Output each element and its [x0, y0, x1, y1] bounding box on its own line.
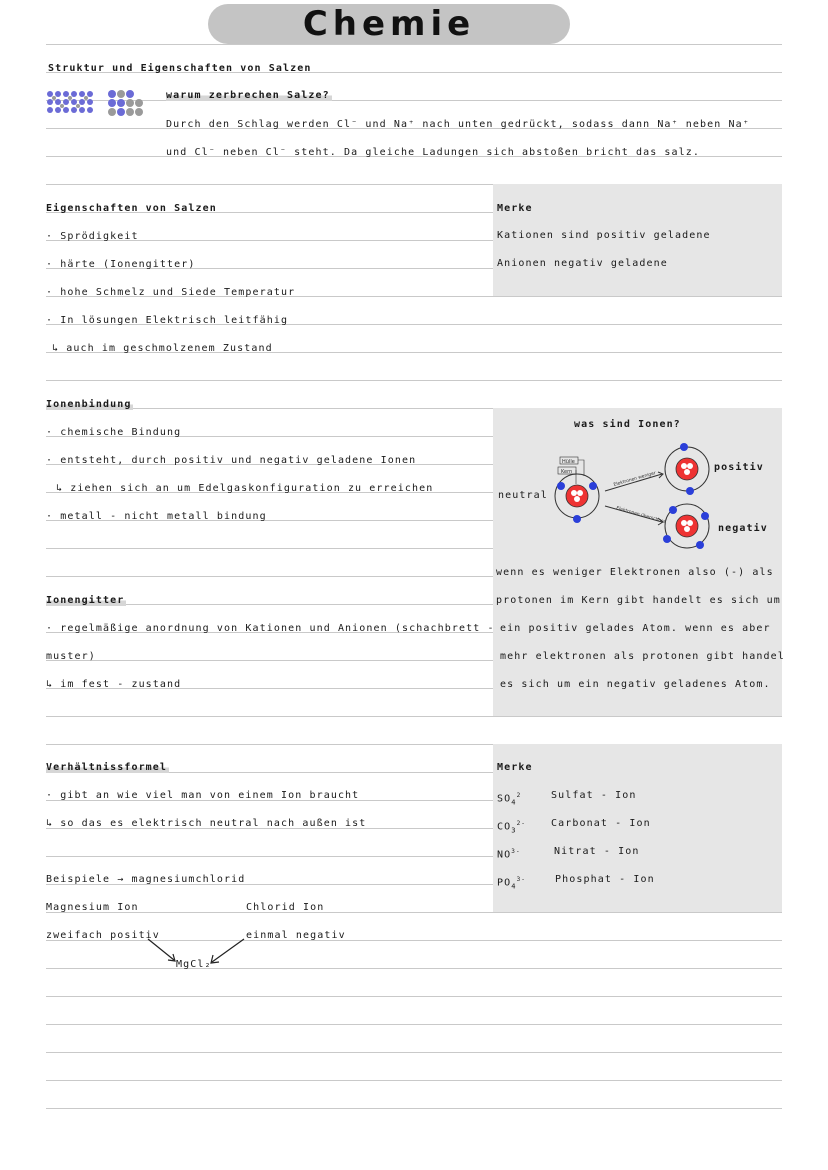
ion-formula: $CO_3^{2-}$ [497, 820, 527, 835]
property-item: · hohe Schmelz und Siede Temperatur [46, 287, 296, 298]
merke-heading-1: Merke [497, 203, 533, 214]
label-arrow-top: Elektronen weniger [613, 471, 657, 488]
label-neutral: neutral [498, 490, 548, 501]
bindung-item: · metall - nicht metall bindung [46, 511, 267, 522]
formula-mgcl2: MgCl₂ [176, 959, 212, 970]
ion-formula: $NO^{3-}$ [497, 848, 521, 861]
formel-item: ↳ so das es elektrisch neutral nach außen ist [46, 818, 367, 829]
section-heading-verhaeltnisformel: Verhältnissformel [46, 762, 168, 773]
diagram-text-line: wenn es weniger Elektronen also (-) als [496, 567, 774, 578]
ion-name: Phosphat - Ion [555, 874, 655, 885]
explanation-line-1: Durch den Schlag werden Cl⁻ und Na⁺ nach unten gedrückt, sodass dann Na⁺ neben Na⁺ [166, 119, 750, 130]
diagram-text-line: protonen im Kern gibt handelt es sich um [496, 595, 781, 606]
gitter-item: · regelmäßige anordnung von Kationen und Anionen (schachbrett - [46, 623, 495, 634]
merke-line: Anionen negativ geladene [497, 258, 668, 269]
merke-heading-2: Merke [497, 762, 533, 773]
property-item: · In lösungen Elektrisch leitfähig [46, 315, 289, 326]
formel-item: · gibt an wie viel man von einem Ion braucht [46, 790, 360, 801]
diagram-question: was sind Ionen? [574, 419, 681, 430]
magnesium-ion-label: Magnesium Ion [46, 902, 139, 913]
ion-formula: $PO_4^{3-}$ [497, 876, 527, 891]
label-negativ: negativ [718, 523, 768, 534]
gitter-item: muster) [46, 651, 96, 662]
chlorid-charge: einmal negativ [246, 930, 346, 941]
section-heading-ionengitter: Ionengitter [46, 595, 125, 606]
section-heading-eigenschaften: Eigenschaften von Salzen [46, 203, 217, 214]
section-heading-ionenbindung: Ionenbindung [46, 399, 132, 410]
label-huelle: Hülle [562, 459, 575, 465]
label-positiv: positiv [714, 462, 764, 473]
bindung-item: · entsteht, durch positiv und negativ geladene Ionen [46, 455, 417, 466]
page-title: Chemie [302, 4, 476, 44]
ion-name: Carbonat - Ion [551, 818, 651, 829]
question-salze: warum zerbrechen Salze? [166, 90, 330, 101]
label-kern: Kern [561, 469, 573, 475]
ion-name: Sulfat - Ion [551, 790, 637, 801]
atom-ion-diagram [540, 436, 720, 556]
merke-line: Kationen sind positiv geladene [497, 230, 711, 241]
property-item: · härte (Ionengitter) [46, 259, 196, 270]
ion-name: Nitrat - Ion [554, 846, 640, 857]
bindung-item: · chemische Bindung [46, 427, 182, 438]
diagram-text-line: es sich um ein negativ geladenes Atom. [500, 679, 771, 690]
diagram-text-line: mehr elektronen als protonen gibt handel [500, 651, 785, 662]
gitter-item: ↳ im fest - zustand [46, 679, 182, 690]
explanation-line-2: und Cl⁻ neben Cl⁻ steht. Da gleiche Ladungen sich abstoßen bricht das salz. [166, 147, 701, 158]
section-heading-struktur: Struktur und Eigenschaften von Salzen [48, 63, 312, 74]
property-item: ↳ auch im geschmolzenem Zustand [52, 343, 273, 354]
magnesium-charge: zweifach positiv [46, 930, 160, 941]
label-arrow-bottom: Elektronen überschuss [615, 506, 667, 526]
example-line: Beispiele → magnesiumchlorid [46, 874, 246, 885]
property-item: · Sprödigkeit [46, 231, 139, 242]
bindung-item: ↳ ziehen sich an um Edelgaskonfiguration zu erreichen [56, 483, 434, 494]
diagram-text-line: ein positiv gelades Atom. wenn es aber [500, 623, 771, 634]
chlorid-ion-label: Chlorid Ion [246, 902, 325, 913]
ion-lattice-icon [46, 89, 146, 121]
ion-formula: $SO_4^2$ [497, 792, 522, 807]
